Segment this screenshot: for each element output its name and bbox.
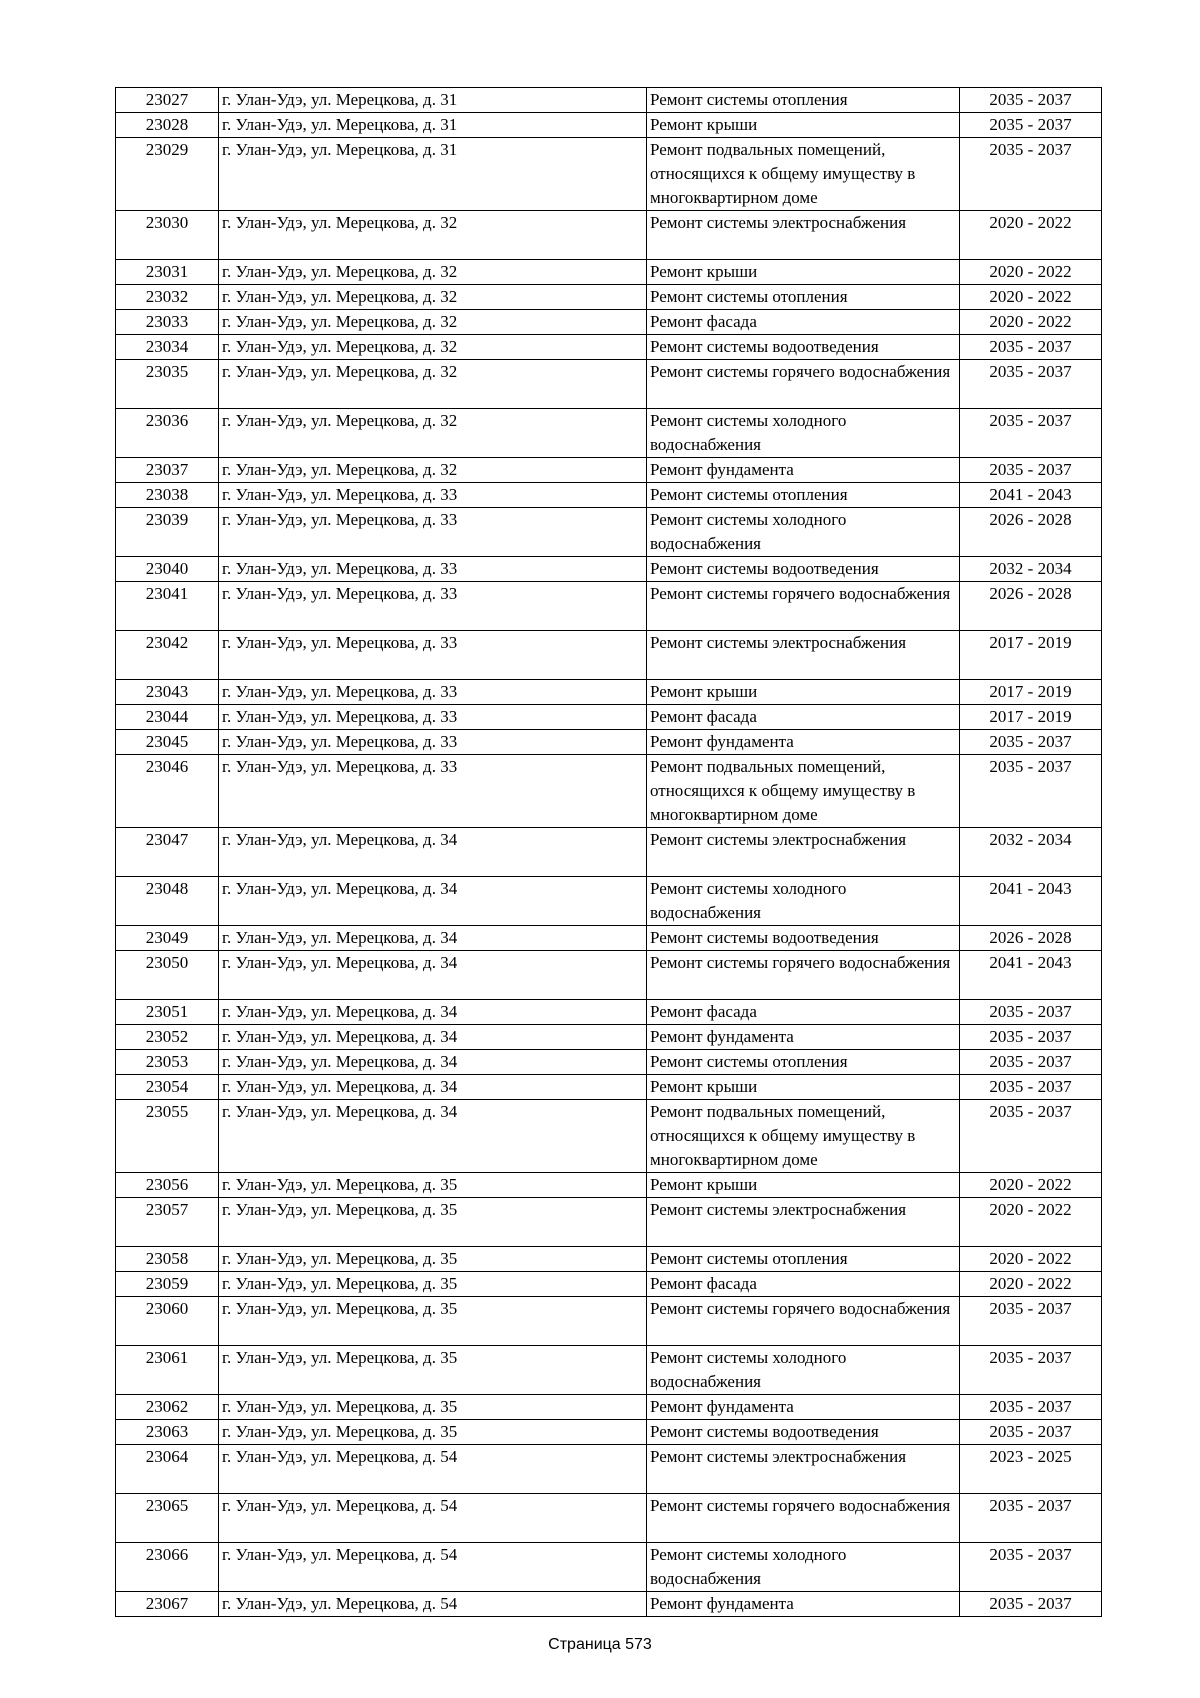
cell-number: 23038 bbox=[116, 483, 219, 508]
table-row bbox=[116, 1050, 1102, 1075]
cell-work-type: Ремонт системы водоотведения bbox=[647, 1420, 960, 1445]
cell-address: г. Улан-Удэ, ул. Мерецкова, д. 35 bbox=[219, 1395, 647, 1420]
cell-number: 23027 bbox=[116, 88, 219, 113]
cell-address: г. Улан-Удэ, ул. Мерецкова, д. 54 bbox=[219, 1592, 647, 1617]
cell-address: г. Улан-Удэ, ул. Мерецкова, д. 34 bbox=[219, 1100, 647, 1173]
cell-period: 2020 - 2022 bbox=[960, 1198, 1102, 1247]
cell-address: г. Улан-Удэ, ул. Мерецкова, д. 34 bbox=[219, 1000, 647, 1025]
cell-address: г. Улан-Удэ, ул. Мерецкова, д. 34 bbox=[219, 1075, 647, 1100]
cell-work-type: Ремонт системы электроснабжения bbox=[647, 211, 960, 260]
cell-address: г. Улан-Удэ, ул. Мерецкова, д. 32 bbox=[219, 310, 647, 335]
cell-number: 23055 bbox=[116, 1100, 219, 1173]
table-row bbox=[116, 1272, 1102, 1297]
cell-work-type: Ремонт системы горячего водоснабжения bbox=[647, 1494, 960, 1543]
table-row bbox=[116, 285, 1102, 310]
cell-number: 23052 bbox=[116, 1025, 219, 1050]
cell-period: 2035 - 2037 bbox=[960, 360, 1102, 409]
table-row bbox=[116, 1000, 1102, 1025]
table-row bbox=[116, 409, 1102, 458]
cell-work-type: Ремонт системы холодного водоснабжения bbox=[647, 409, 960, 458]
cell-period: 2017 - 2019 bbox=[960, 631, 1102, 680]
cell-work-type: Ремонт системы горячего водоснабжения bbox=[647, 951, 960, 1000]
cell-work-type: Ремонт фасада bbox=[647, 310, 960, 335]
cell-work-type: Ремонт системы горячего водоснабжения bbox=[647, 1297, 960, 1346]
cell-number: 23066 bbox=[116, 1543, 219, 1592]
cell-period: 2035 - 2037 bbox=[960, 1100, 1102, 1173]
cell-address: г. Улан-Удэ, ул. Мерецкова, д. 33 bbox=[219, 755, 647, 828]
table-row bbox=[116, 1198, 1102, 1247]
table-row bbox=[116, 1592, 1102, 1617]
cell-period: 2035 - 2037 bbox=[960, 1000, 1102, 1025]
cell-number: 23031 bbox=[116, 260, 219, 285]
cell-address: г. Улан-Удэ, ул. Мерецкова, д. 35 bbox=[219, 1272, 647, 1297]
cell-work-type: Ремонт системы горячего водоснабжения bbox=[647, 360, 960, 409]
cell-work-type: Ремонт крыши bbox=[647, 1075, 960, 1100]
cell-period: 2020 - 2022 bbox=[960, 310, 1102, 335]
cell-period: 2032 - 2034 bbox=[960, 828, 1102, 877]
cell-number: 23046 bbox=[116, 755, 219, 828]
cell-address: г. Улан-Удэ, ул. Мерецкова, д. 32 bbox=[219, 335, 647, 360]
cell-address: г. Улан-Удэ, ул. Мерецкова, д. 33 bbox=[219, 680, 647, 705]
cell-period: 2020 - 2022 bbox=[960, 211, 1102, 260]
cell-work-type: Ремонт системы электроснабжения bbox=[647, 1198, 960, 1247]
cell-address: г. Улан-Удэ, ул. Мерецкова, д. 54 bbox=[219, 1543, 647, 1592]
cell-number: 23067 bbox=[116, 1592, 219, 1617]
cell-work-type: Ремонт системы отопления bbox=[647, 88, 960, 113]
table-row bbox=[116, 310, 1102, 335]
cell-number: 23054 bbox=[116, 1075, 219, 1100]
cell-number: 23058 bbox=[116, 1247, 219, 1272]
cell-work-type: Ремонт фасада bbox=[647, 705, 960, 730]
cell-address: г. Улан-Удэ, ул. Мерецкова, д. 31 bbox=[219, 113, 647, 138]
cell-number: 23056 bbox=[116, 1173, 219, 1198]
cell-period: 2035 - 2037 bbox=[960, 1297, 1102, 1346]
cell-period: 2023 - 2025 bbox=[960, 1445, 1102, 1494]
cell-address: г. Улан-Удэ, ул. Мерецкова, д. 33 bbox=[219, 582, 647, 631]
cell-work-type: Ремонт системы отопления bbox=[647, 285, 960, 310]
page-number: Страница 573 bbox=[548, 1636, 652, 1653]
table-row bbox=[116, 335, 1102, 360]
cell-work-type: Ремонт подвальных помещений, относящихся к общему имуществу в многоквартирном доме bbox=[647, 1100, 960, 1173]
cell-period: 2041 - 2043 bbox=[960, 951, 1102, 1000]
table-row bbox=[116, 360, 1102, 409]
table-row bbox=[116, 1247, 1102, 1272]
cell-number: 23050 bbox=[116, 951, 219, 1000]
cell-period: 2035 - 2037 bbox=[960, 409, 1102, 458]
cell-address: г. Улан-Удэ, ул. Мерецкова, д. 35 bbox=[219, 1297, 647, 1346]
table-row bbox=[116, 1395, 1102, 1420]
table-row bbox=[116, 680, 1102, 705]
table-row bbox=[116, 828, 1102, 877]
cell-work-type: Ремонт системы электроснабжения bbox=[647, 1445, 960, 1494]
table-row bbox=[116, 557, 1102, 582]
cell-address: г. Улан-Удэ, ул. Мерецкова, д. 33 bbox=[219, 705, 647, 730]
cell-address: г. Улан-Удэ, ул. Мерецкова, д. 34 bbox=[219, 926, 647, 951]
cell-period: 2032 - 2034 bbox=[960, 557, 1102, 582]
cell-address: г. Улан-Удэ, ул. Мерецкова, д. 33 bbox=[219, 557, 647, 582]
cell-number: 23033 bbox=[116, 310, 219, 335]
cell-address: г. Улан-Удэ, ул. Мерецкова, д. 33 bbox=[219, 508, 647, 557]
cell-address: г. Улан-Удэ, ул. Мерецкова, д. 32 bbox=[219, 260, 647, 285]
cell-address: г. Улан-Удэ, ул. Мерецкова, д. 32 bbox=[219, 285, 647, 310]
table-row bbox=[116, 631, 1102, 680]
cell-work-type: Ремонт системы водоотведения bbox=[647, 335, 960, 360]
table-row bbox=[116, 1445, 1102, 1494]
cell-period: 2035 - 2037 bbox=[960, 1592, 1102, 1617]
cell-period: 2020 - 2022 bbox=[960, 1173, 1102, 1198]
cell-period: 2035 - 2037 bbox=[960, 1420, 1102, 1445]
table-row bbox=[116, 1494, 1102, 1543]
cell-number: 23062 bbox=[116, 1395, 219, 1420]
table-row bbox=[116, 582, 1102, 631]
cell-period: 2017 - 2019 bbox=[960, 705, 1102, 730]
table-row bbox=[116, 1346, 1102, 1395]
cell-period: 2035 - 2037 bbox=[960, 458, 1102, 483]
cell-number: 23060 bbox=[116, 1297, 219, 1346]
table-row bbox=[116, 1420, 1102, 1445]
repair-schedule-table bbox=[115, 87, 1102, 1617]
table-row bbox=[116, 1100, 1102, 1173]
cell-number: 23029 bbox=[116, 138, 219, 211]
cell-work-type: Ремонт подвальных помещений, относящихся к общему имуществу в многоквартирном доме bbox=[647, 755, 960, 828]
cell-address: г. Улан-Удэ, ул. Мерецкова, д. 32 bbox=[219, 458, 647, 483]
table-row bbox=[116, 1025, 1102, 1050]
table-row bbox=[116, 755, 1102, 828]
cell-work-type: Ремонт фундамента bbox=[647, 1592, 960, 1617]
cell-number: 23047 bbox=[116, 828, 219, 877]
cell-period: 2035 - 2037 bbox=[960, 1543, 1102, 1592]
cell-address: г. Улан-Удэ, ул. Мерецкова, д. 34 bbox=[219, 1050, 647, 1075]
cell-work-type: Ремонт фасада bbox=[647, 1000, 960, 1025]
cell-number: 23065 bbox=[116, 1494, 219, 1543]
cell-period: 2026 - 2028 bbox=[960, 508, 1102, 557]
cell-address: г. Улан-Удэ, ул. Мерецкова, д. 35 bbox=[219, 1173, 647, 1198]
cell-period: 2041 - 2043 bbox=[960, 483, 1102, 508]
cell-number: 23036 bbox=[116, 409, 219, 458]
cell-work-type: Ремонт системы отопления bbox=[647, 1247, 960, 1272]
cell-period: 2035 - 2037 bbox=[960, 1395, 1102, 1420]
cell-number: 23051 bbox=[116, 1000, 219, 1025]
cell-address: г. Улан-Удэ, ул. Мерецкова, д. 34 bbox=[219, 951, 647, 1000]
cell-number: 23030 bbox=[116, 211, 219, 260]
cell-work-type: Ремонт системы электроснабжения bbox=[647, 828, 960, 877]
cell-work-type: Ремонт системы отопления bbox=[647, 1050, 960, 1075]
cell-number: 23040 bbox=[116, 557, 219, 582]
cell-address: г. Улан-Удэ, ул. Мерецкова, д. 35 bbox=[219, 1420, 647, 1445]
cell-work-type: Ремонт системы холодного водоснабжения bbox=[647, 877, 960, 926]
cell-work-type: Ремонт системы водоотведения bbox=[647, 557, 960, 582]
cell-number: 23034 bbox=[116, 335, 219, 360]
cell-period: 2020 - 2022 bbox=[960, 1247, 1102, 1272]
cell-work-type: Ремонт крыши bbox=[647, 260, 960, 285]
cell-address: г. Улан-Удэ, ул. Мерецкова, д. 34 bbox=[219, 877, 647, 926]
cell-address: г. Улан-Удэ, ул. Мерецкова, д. 35 bbox=[219, 1198, 647, 1247]
cell-work-type: Ремонт системы холодного водоснабжения bbox=[647, 1346, 960, 1395]
cell-period: 2035 - 2037 bbox=[960, 335, 1102, 360]
cell-period: 2035 - 2037 bbox=[960, 1025, 1102, 1050]
table-row bbox=[116, 1543, 1102, 1592]
cell-number: 23043 bbox=[116, 680, 219, 705]
cell-work-type: Ремонт системы электроснабжения bbox=[647, 631, 960, 680]
cell-period: 2017 - 2019 bbox=[960, 680, 1102, 705]
table-row bbox=[116, 1297, 1102, 1346]
cell-period: 2035 - 2037 bbox=[960, 755, 1102, 828]
cell-address: г. Улан-Удэ, ул. Мерецкова, д. 32 bbox=[219, 360, 647, 409]
table-row bbox=[116, 211, 1102, 260]
cell-period: 2035 - 2037 bbox=[960, 88, 1102, 113]
cell-number: 23032 bbox=[116, 285, 219, 310]
cell-work-type: Ремонт фундамента bbox=[647, 458, 960, 483]
table-row bbox=[116, 730, 1102, 755]
cell-number: 23049 bbox=[116, 926, 219, 951]
cell-number: 23044 bbox=[116, 705, 219, 730]
cell-work-type: Ремонт системы горячего водоснабжения bbox=[647, 582, 960, 631]
cell-work-type: Ремонт системы холодного водоснабжения bbox=[647, 1543, 960, 1592]
cell-period: 2035 - 2037 bbox=[960, 138, 1102, 211]
cell-period: 2035 - 2037 bbox=[960, 1346, 1102, 1395]
cell-address: г. Улан-Удэ, ул. Мерецкова, д. 54 bbox=[219, 1445, 647, 1494]
cell-number: 23028 bbox=[116, 113, 219, 138]
table-row bbox=[116, 705, 1102, 730]
cell-work-type: Ремонт системы водоотведения bbox=[647, 926, 960, 951]
table-row bbox=[116, 138, 1102, 211]
cell-work-type: Ремонт фундамента bbox=[647, 730, 960, 755]
cell-address: г. Улан-Удэ, ул. Мерецкова, д. 32 bbox=[219, 211, 647, 260]
cell-work-type: Ремонт фасада bbox=[647, 1272, 960, 1297]
cell-address: г. Улан-Удэ, ул. Мерецкова, д. 32 bbox=[219, 409, 647, 458]
cell-number: 23037 bbox=[116, 458, 219, 483]
table-row bbox=[116, 483, 1102, 508]
cell-address: г. Улан-Удэ, ул. Мерецкова, д. 35 bbox=[219, 1346, 647, 1395]
cell-number: 23048 bbox=[116, 877, 219, 926]
cell-number: 23063 bbox=[116, 1420, 219, 1445]
cell-work-type: Ремонт фундамента bbox=[647, 1025, 960, 1050]
cell-address: г. Улан-Удэ, ул. Мерецкова, д. 33 bbox=[219, 483, 647, 508]
cell-work-type: Ремонт крыши bbox=[647, 113, 960, 138]
cell-period: 2026 - 2028 bbox=[960, 926, 1102, 951]
cell-address: г. Улан-Удэ, ул. Мерецкова, д. 33 bbox=[219, 631, 647, 680]
cell-address: г. Улан-Удэ, ул. Мерецкова, д. 31 bbox=[219, 88, 647, 113]
table-body bbox=[116, 88, 1102, 1617]
table-row bbox=[116, 1075, 1102, 1100]
cell-period: 2041 - 2043 bbox=[960, 877, 1102, 926]
cell-number: 23035 bbox=[116, 360, 219, 409]
cell-work-type: Ремонт подвальных помещений, относящихся к общему имуществу в многоквартирном доме bbox=[647, 138, 960, 211]
cell-work-type: Ремонт фундамента bbox=[647, 1395, 960, 1420]
table-row bbox=[116, 926, 1102, 951]
cell-address: г. Улан-Удэ, ул. Мерецкова, д. 31 bbox=[219, 138, 647, 211]
cell-period: 2020 - 2022 bbox=[960, 1272, 1102, 1297]
table-row bbox=[116, 877, 1102, 926]
cell-period: 2035 - 2037 bbox=[960, 113, 1102, 138]
table-row bbox=[116, 113, 1102, 138]
cell-address: г. Улан-Удэ, ул. Мерецкова, д. 54 bbox=[219, 1494, 647, 1543]
cell-period: 2020 - 2022 bbox=[960, 285, 1102, 310]
cell-address: г. Улан-Удэ, ул. Мерецкова, д. 33 bbox=[219, 730, 647, 755]
cell-work-type: Ремонт крыши bbox=[647, 680, 960, 705]
cell-number: 23064 bbox=[116, 1445, 219, 1494]
cell-period: 2035 - 2037 bbox=[960, 1075, 1102, 1100]
table-row bbox=[116, 508, 1102, 557]
cell-address: г. Улан-Удэ, ул. Мерецкова, д. 34 bbox=[219, 1025, 647, 1050]
cell-period: 2035 - 2037 bbox=[960, 1050, 1102, 1075]
cell-number: 23057 bbox=[116, 1198, 219, 1247]
table-row bbox=[116, 1173, 1102, 1198]
cell-number: 23039 bbox=[116, 508, 219, 557]
table-row bbox=[116, 88, 1102, 113]
cell-number: 23042 bbox=[116, 631, 219, 680]
cell-address: г. Улан-Удэ, ул. Мерецкова, д. 34 bbox=[219, 828, 647, 877]
cell-period: 2026 - 2028 bbox=[960, 582, 1102, 631]
table-row bbox=[116, 951, 1102, 1000]
cell-number: 23045 bbox=[116, 730, 219, 755]
cell-work-type: Ремонт системы отопления bbox=[647, 483, 960, 508]
cell-address: г. Улан-Удэ, ул. Мерецкова, д. 35 bbox=[219, 1247, 647, 1272]
cell-period: 2020 - 2022 bbox=[960, 260, 1102, 285]
cell-number: 23059 bbox=[116, 1272, 219, 1297]
cell-work-type: Ремонт системы холодного водоснабжения bbox=[647, 508, 960, 557]
cell-number: 23053 bbox=[116, 1050, 219, 1075]
cell-number: 23041 bbox=[116, 582, 219, 631]
cell-period: 2035 - 2037 bbox=[960, 1494, 1102, 1543]
cell-number: 23061 bbox=[116, 1346, 219, 1395]
table-row bbox=[116, 458, 1102, 483]
cell-work-type: Ремонт крыши bbox=[647, 1173, 960, 1198]
table-row bbox=[116, 260, 1102, 285]
cell-period: 2035 - 2037 bbox=[960, 730, 1102, 755]
